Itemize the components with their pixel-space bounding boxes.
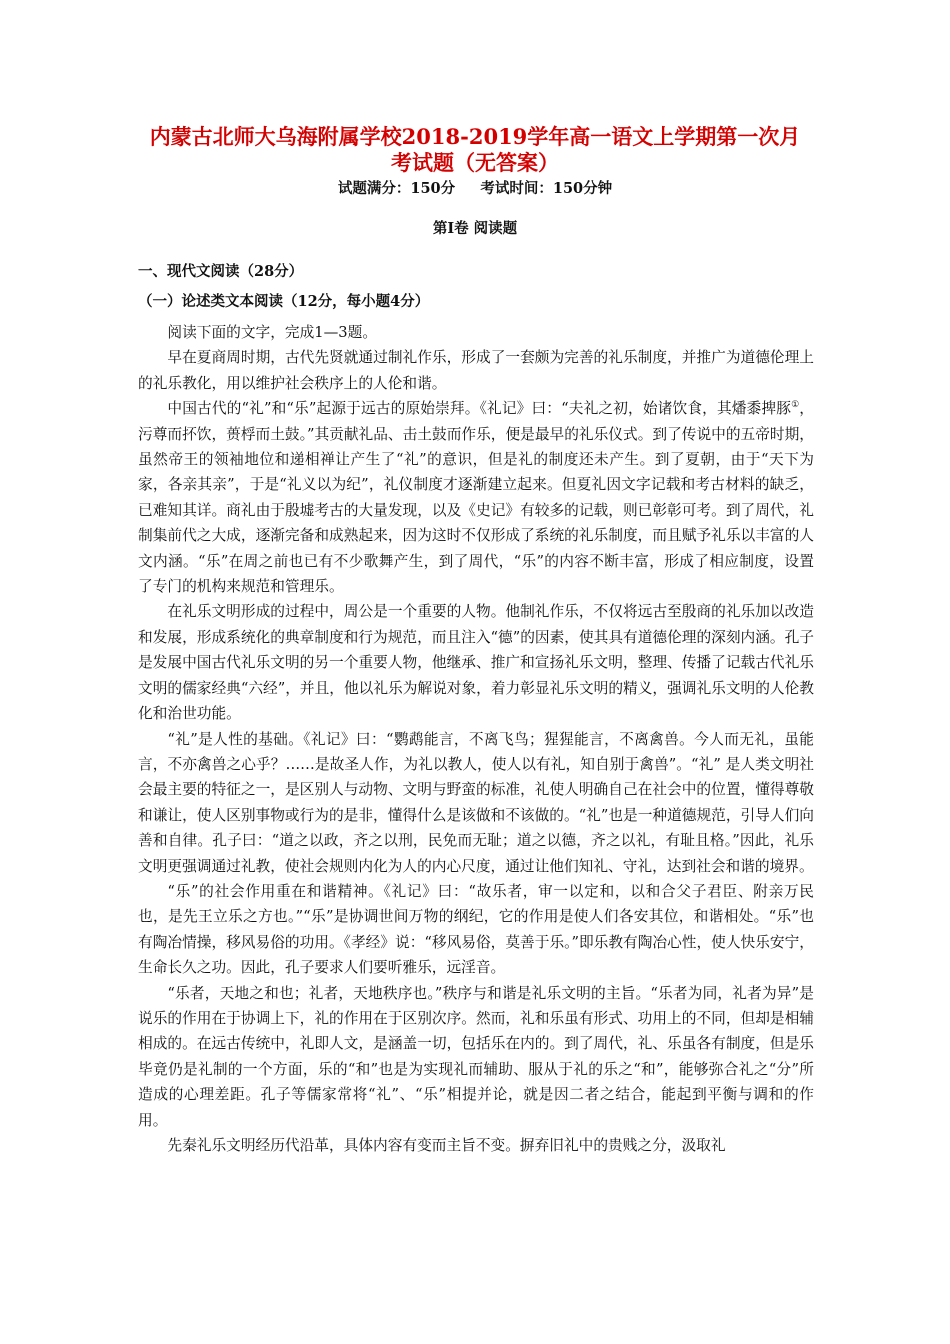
section-heading-modern-reading: 一、现代文阅读（28分） [138,263,304,280]
exam-title-line2: 考试题（无答案） [391,150,559,175]
subsection-heading-argumentative: （一）论述类文本阅读（12分，每小题4分） [138,293,430,310]
reading-passage [138,320,814,1158]
paragraph-2-part-b: ，污尊而抔饮，蒉桴而土鼓。”其贡献礼品、击土鼓而作乐，便是最早的礼乐仪式。到了传说中的五帝时期，虽然帝王的领袖地位和递相禅让产生了“礼”的意识，但是礼的制度还未产生。到了夏朝，由于“天下为家，各亲其亲”，于是“礼义以为纪”，礼仪制度才逐渐建立起来。但夏礼因文字记载和考古材料的缺乏，已难知其详。商礼由于殷墟考古的大量发现，以及《史记》有较多的记载，则已彰彰可考。到了周代，礼制集前代之大成，逐渐完备和成熟起来，因为这时不仅形成了系统的礼乐制度，而且赋予礼乐以丰富的人文内涵。“乐”在周之前也已有不少歌舞产生，到了周代，“乐”的内容不断丰富，形成了相应制度，设置了专门的机构来规范和管理乐。 [138,400,814,596]
paragraph-1: 早在夏商周时期，古代先贤就通过制礼作乐，形成了一套颇为完善的礼乐制度，并推广为道德伦理上的礼乐教化，用以维护社会秩序上的人伦和谐。 [138,349,814,392]
exam-title-line1: 内蒙古北师大乌海附属学校2018-2019学年高一语文上学期第一次月 [149,124,801,149]
paragraph-3: 在礼乐文明形成的过程中，周公是一个重要的人物。他制礼作乐，不仅将远古至殷商的礼乐加以改造和发展，形成系统化的典章制度和行为规范，而且注入“德”的因素，使其具有道德伦理的深刻内涵。孔子是发展中国古代礼乐文明的另一个重要人物，他继承、推广和宣扬礼乐文明，整理、传播了记载古代礼乐文明的儒家经典“六经”，并且，他以礼乐为解说对象，着力彰显礼乐文明的精义，强调礼乐文明的人伦教化和治世功能。 [138,603,814,723]
paragraph-6: “乐者，天地之和也；礼者，天地秩序也。”秩序与和谐是礼乐文明的主旨。“乐者为同，礼者为异”是说乐的作用在于协调上下，礼的作用在于区别次序。然而，礼和乐虽有形式、功用上的不同，但却是相辅相成的。在远古传统中，礼即人文，是涵盖一切，包括乐在内的。到了周代，礼、乐虽各有制度，但是乐毕竟仍是礼制的一个方面，乐的“和”也是为实现礼而辅助、服从于礼的乐之“和”，能够弥合礼之“分”所造成的心理差距。孔子等儒家常将“礼”、“乐”相提并论，就是因二者之结合，能起到平衡与调和的作用。 [138,984,814,1129]
paragraph-4: “礼”是人性的基础。《礼记》曰：“鹦鹉能言，不离飞鸟；猩猩能言，不离禽兽。今人而无礼，虽能言，不亦禽兽之心乎？……是故圣人作，为礼以教人，使人以有礼，知自别于禽兽”。“礼” 是人类文明社会最主要的特征之一，是区别人与动物、文明与野蛮的标准，礼使人明确自己在社会中的位置，懂得尊敬和谦让，使人区别事物或行为的是非，懂得什么是该做和不该做的。“礼”也是一种道德规范，引导人们向善和自律。孔子曰：“道之以政，齐之以刑，民免而无耻；道之以德，齐之以礼，有耻且格。”因此，礼乐文明更强调通过礼教，使社会规则内化为人的内心尺度，通过让他们知礼、守礼，达到社会和谐的境界。 [138,730,814,875]
part-heading: 第I卷 阅读题 [432,220,518,237]
paragraph-5: “乐”的社会作用重在和谐精神。《礼记》曰：“故乐者，审一以定和，以和合父子君臣、附亲万民也，是先王立乐之方也。”“乐”是协调世间万物的纲纪，它的作用是使人们各安其位，和谐相处。“乐”也有陶冶情操，移风易俗的功用。《孝经》说：“移风易俗，莫善于乐。”即乐教有陶冶心性，使人快乐安宁，生命长久之功。因此，孔子要求人们要听雅乐，远淫音。 [138,882,814,977]
paragraph-7: 先秦礼乐文明经历代沿革，具体内容有变而主旨不变。摒弃旧礼中的贵贱之分，汲取礼 [167,1137,726,1154]
paragraph-2-part-a: 中国古代的“礼”和“乐”起源于远古的原始崇拜。《礼记》曰：“夫礼之初，始诸饮食，其燔黍捭豚 [167,400,792,418]
reading-instruction: 阅读下面的文字，完成1—3题。 [167,324,378,341]
footnote-marker: ① [791,400,800,411]
paragraph-2 [138,396,814,599]
exam-meta: 试题满分：150分 考试时间：150分钟 [337,180,613,197]
